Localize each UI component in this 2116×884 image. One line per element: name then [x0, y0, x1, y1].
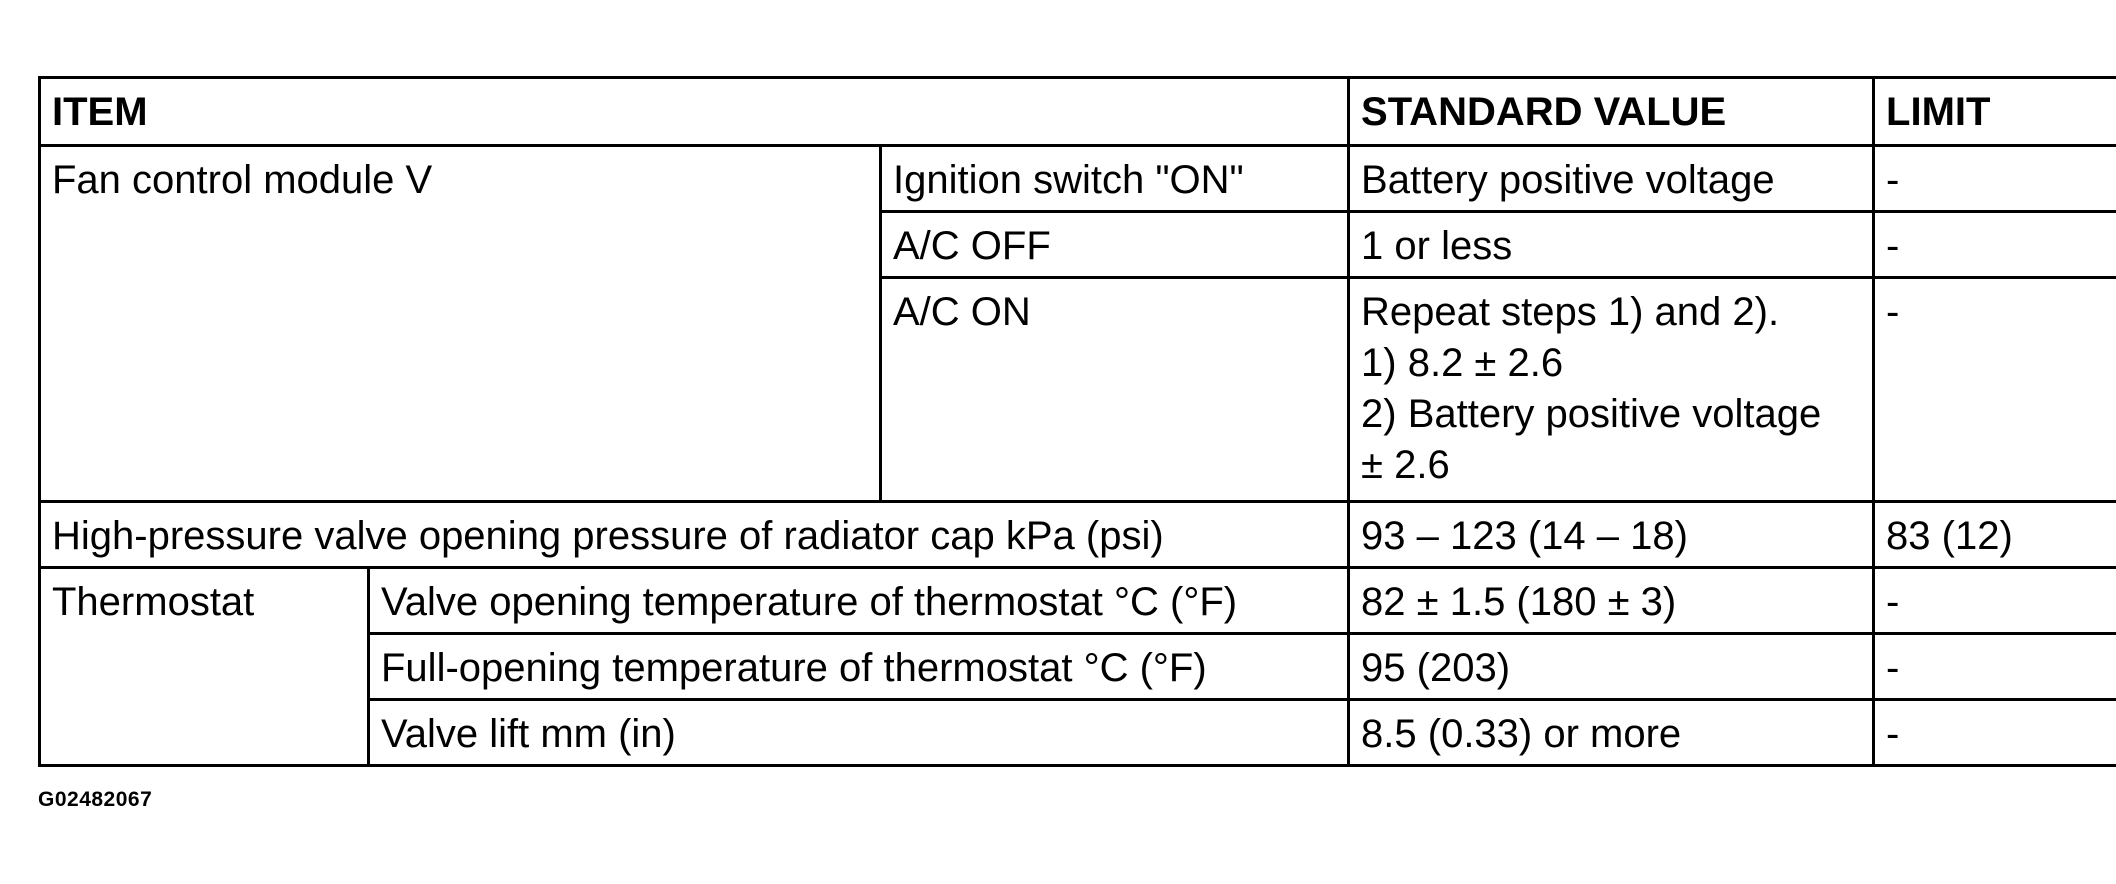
- standard-value-line: 2) Battery positive voltage: [1361, 392, 1822, 436]
- standard-value-cell: 82 ± 1.5 (180 ± 3): [1349, 568, 1874, 634]
- limit-cell: -: [1874, 212, 2116, 278]
- table-row: [40, 502, 2116, 568]
- table-row: [40, 146, 2116, 212]
- radiator-cap-item-cell: High-pressure valve opening pressure of radiator cap kPa (psi): [40, 502, 1349, 568]
- sub-item-cell: Valve lift mm (in): [369, 700, 1349, 766]
- standard-value-line: 1) 8.2 ± 2.6: [1361, 341, 1564, 385]
- condition-cell: Ignition switch "ON": [881, 146, 1349, 212]
- fan-control-item-cell: Fan control module V: [40, 146, 881, 502]
- header-limit: LIMIT: [1874, 78, 2116, 146]
- sub-item-cell: Valve opening temperature of thermostat °C (°F): [369, 568, 1349, 634]
- standard-value-line: Repeat steps 1) and 2).: [1361, 290, 1780, 334]
- sub-item-cell: Full-opening temperature of thermostat °C (°F): [369, 634, 1349, 700]
- specification-table: [38, 76, 2116, 767]
- standard-value-cell: 95 (203): [1349, 634, 1874, 700]
- limit-cell: -: [1874, 634, 2116, 700]
- header-item: ITEM: [40, 78, 1349, 146]
- header-standard-value: STANDARD VALUE: [1349, 78, 1874, 146]
- header-row: [40, 78, 2116, 146]
- limit-cell: -: [1874, 700, 2116, 766]
- limit-cell: -: [1874, 278, 2116, 502]
- table-row: [40, 568, 2116, 634]
- standard-value-cell: 93 – 123 (14 – 18): [1349, 502, 1874, 568]
- condition-cell: A/C OFF: [881, 212, 1349, 278]
- figure-id: G02482067: [38, 788, 153, 811]
- limit-cell: 83 (12): [1874, 502, 2116, 568]
- standard-value-cell: 8.5 (0.33) or more: [1349, 700, 1874, 766]
- standard-value-cell: Battery positive voltage: [1349, 146, 1874, 212]
- standard-value-cell: [1349, 278, 1874, 502]
- limit-cell: -: [1874, 568, 2116, 634]
- limit-cell: -: [1874, 146, 2116, 212]
- standard-value-cell: 1 or less: [1349, 212, 1874, 278]
- condition-cell: A/C ON: [881, 278, 1349, 502]
- thermostat-item-cell: Thermostat: [40, 568, 369, 766]
- standard-value-line: ± 2.6: [1361, 443, 1450, 487]
